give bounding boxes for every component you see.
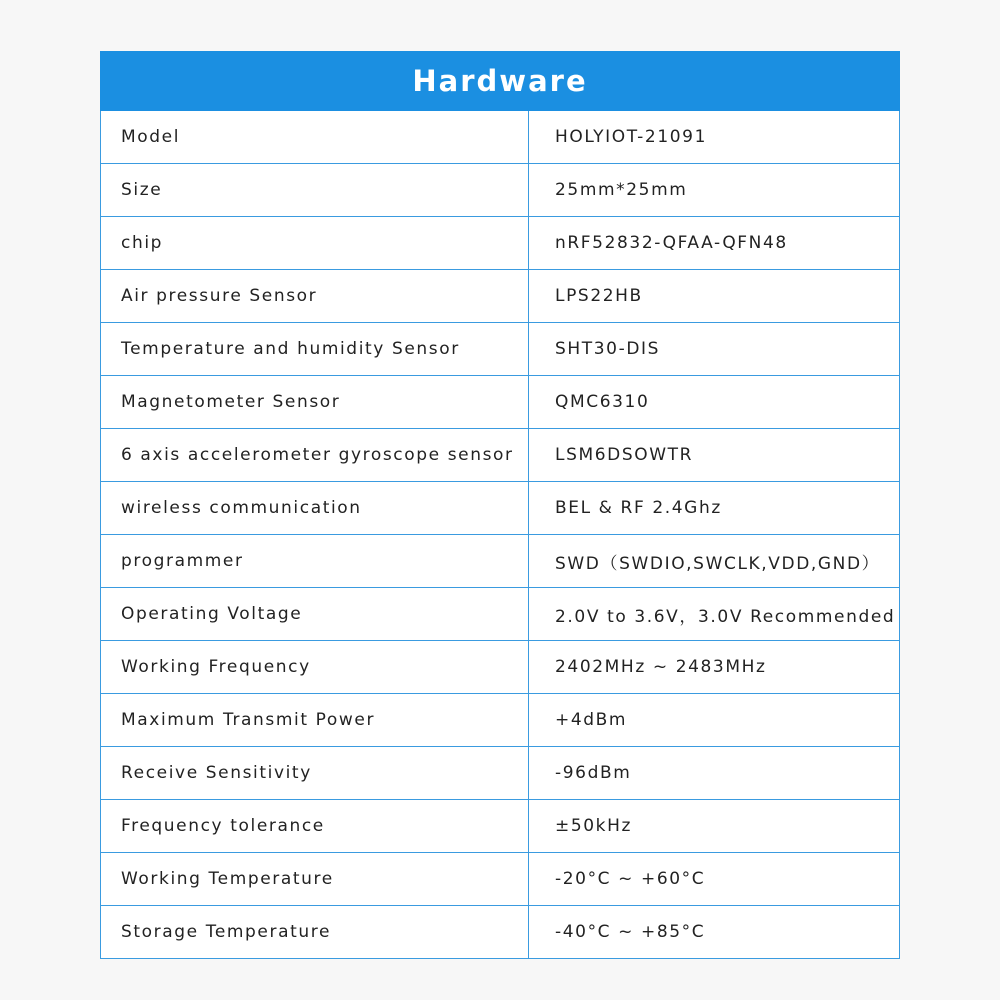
row-label: Air pressure Sensor — [101, 270, 529, 322]
table-row — [101, 323, 899, 376]
row-label: Receive Sensitivity — [101, 747, 529, 799]
row-value: LSM6DSOWTR — [555, 445, 694, 465]
row-value: HOLYIOT-21091 — [555, 127, 707, 147]
row-value: 2.0V to 3.6V，3.0V Recommended — [555, 606, 896, 627]
table-row — [101, 694, 899, 747]
row-label: Magnetometer Sensor — [101, 376, 529, 428]
row-value: +4dBm — [555, 710, 628, 730]
row-value: 2402MHz ~ 2483MHz — [555, 657, 767, 677]
table-row — [101, 111, 899, 164]
row-value: QMC6310 — [555, 392, 650, 412]
row-value: SHT30-DIS — [555, 339, 661, 359]
table-row — [101, 270, 899, 323]
row-label: Working Frequency — [101, 641, 529, 693]
row-label: Size — [101, 164, 529, 216]
table-row — [101, 482, 899, 535]
row-label: Operating Voltage — [101, 588, 529, 640]
row-label: 6 axis accelerometer gyroscope sensor — [101, 429, 529, 481]
table-title: Hardware — [100, 51, 900, 111]
row-label: Maximum Transmit Power — [101, 694, 529, 746]
table-row — [101, 906, 899, 959]
table-row — [101, 853, 899, 906]
row-value: SWD（SWDIO,SWCLK,VDD,GND） — [555, 553, 881, 574]
row-label: Storage Temperature — [101, 906, 529, 958]
row-label: wireless communication — [101, 482, 529, 534]
row-value: nRF52832-QFAA-QFN48 — [555, 233, 788, 253]
table-row — [101, 588, 899, 641]
hardware-spec-table — [100, 51, 900, 959]
row-label: Temperature and humidity Sensor — [101, 323, 529, 375]
row-label: chip — [101, 217, 529, 269]
row-label: Model — [101, 111, 529, 163]
row-value: LPS22HB — [555, 286, 643, 306]
row-value: ±50kHz — [555, 816, 633, 836]
table-row — [101, 535, 899, 588]
table-row — [101, 217, 899, 270]
row-label: Frequency tolerance — [101, 800, 529, 852]
row-value: -40°C ~ +85°C — [555, 922, 706, 942]
table-body — [100, 111, 900, 959]
table-row — [101, 429, 899, 482]
table-row — [101, 376, 899, 429]
table-row — [101, 800, 899, 853]
table-row — [101, 164, 899, 217]
table-row — [101, 747, 899, 800]
row-value: BEL & RF 2.4Ghz — [555, 498, 722, 518]
row-value: 25mm*25mm — [555, 180, 688, 200]
row-value: -96dBm — [555, 763, 632, 783]
row-label: Working Temperature — [101, 853, 529, 905]
row-value: -20°C ~ +60°C — [555, 869, 706, 889]
row-label: programmer — [101, 535, 529, 587]
table-row — [101, 641, 899, 694]
